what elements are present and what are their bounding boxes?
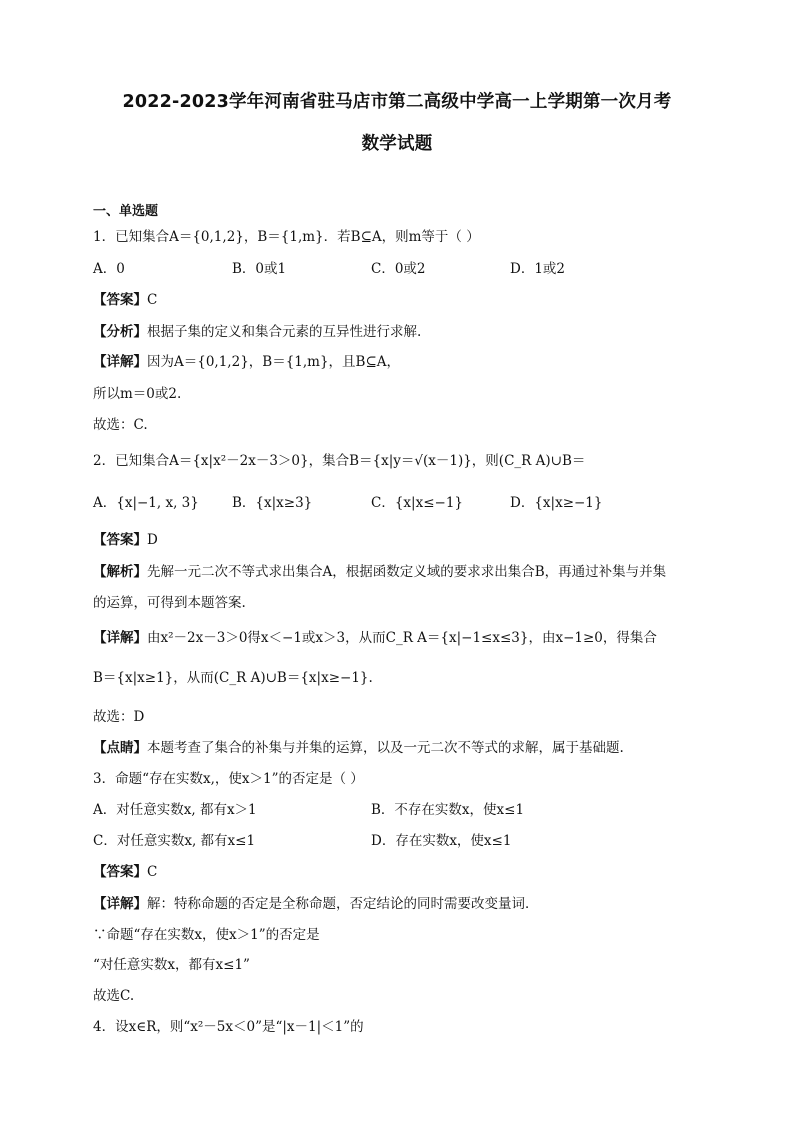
q3-option-a: A．对任意实数x, 都有x＞1 [93, 802, 257, 818]
q1-stem: 1．已知集合A＝{0,1,2}，B＝{1,m}．若B⊆A，则m等于（ ） [93, 229, 480, 245]
q2-option-b: B．{x|x≥3} [232, 495, 313, 511]
q1-answer [93, 290, 157, 310]
q2-detail [93, 628, 657, 648]
q2-option-d: D．{x|x≥−1} [510, 495, 603, 511]
analysis-tag: 【解析】 [93, 564, 147, 580]
q1-option-b: B．0或1 [232, 261, 287, 277]
analysis-tag: 【分析】 [93, 324, 147, 340]
comment-tag: 【点睛】 [93, 740, 147, 756]
q1-detail-2: 所以m＝0或2. [93, 386, 182, 402]
detail-tag: 【详解】 [93, 354, 147, 370]
page-subtitle: 数学试题 [361, 134, 433, 154]
answer-tag: 【答案】 [93, 532, 147, 548]
section-heading: 一、单选题 [93, 204, 159, 219]
q2-analysis [93, 562, 666, 582]
analysis-text: 根据子集的定义和集合元素的互异性进行求解. [147, 324, 422, 340]
q3-answer [93, 862, 157, 882]
answer-value: C [147, 864, 158, 880]
answer-tag: 【答案】 [93, 292, 147, 308]
q3-choose: 故选C. [93, 988, 135, 1004]
q2-option-c: C．{x|x≤−1} [371, 495, 463, 511]
q3-detail [93, 894, 539, 914]
answer-tag: 【答案】 [93, 864, 147, 880]
q2-analysis-2: 的运算，可得到本题答案. [93, 595, 246, 611]
answer-value: D [147, 532, 158, 548]
q1-detail [93, 352, 400, 372]
q1-option-a: A．0 [93, 261, 125, 277]
q2-stem: 2．已知集合A＝{x|x²－2x－3＞0}，集合B＝{x|y＝√(x－1)}，则(C_R A)∪B＝ [93, 453, 586, 469]
q2-option-a: A．{x|−1, x, 3} [93, 495, 199, 511]
detail-text: 因为A＝{0,1,2}，B＝{1,m}，且B⊆A， [147, 354, 401, 370]
q3-stem: 3．命题“存在实数x,，使x＞1”的否定是（ ） [93, 771, 364, 787]
q2-choose: 故选：D [93, 709, 145, 725]
detail-text: 由x²－2x－3＞0得x＜−1或x＞3，从而C_R A＝{x|−1≤x≤3}，由x−1≥0，得集合 [147, 630, 657, 646]
q1-option-c: C．0或2 [371, 261, 426, 277]
comment-text: 本题考查了集合的补集与并集的运算，以及一元二次不等式的求解，属于基础题. [147, 740, 624, 756]
q3-option-c: C．对任意实数x, 都有x≤1 [93, 833, 256, 849]
analysis-text: 先解一元二次不等式求出集合A，根据函数定义域的要求求出集合B，再通过补集与并集 [147, 564, 667, 580]
detail-text: 解：特称命题的否定是全称命题，否定结论的同时需要改变量词． [147, 896, 539, 912]
detail-tag: 【详解】 [93, 630, 147, 646]
q1-option-d: D．1或2 [510, 261, 566, 277]
q3-detail-3: “对任意实数x，都有x≤1” [93, 957, 250, 973]
q4-stem: 4．设x∈R，则“x²－5x＜0”是“|x－1|＜1”的 [93, 1019, 364, 1035]
q1-analysis [93, 322, 421, 342]
q2-detail-2: B＝{x|x≥1}，从而(C_R A)∪B＝{x|x≥−1}. [93, 670, 373, 686]
q3-option-b: B．不存在实数x，使x≤1 [371, 802, 525, 818]
q2-comment [93, 738, 624, 758]
q2-answer [93, 530, 158, 550]
detail-tag: 【详解】 [93, 896, 147, 912]
answer-value: C [147, 292, 158, 308]
q3-option-d: D．存在实数x，使x≤1 [371, 833, 512, 849]
q3-detail-2: ∵命题“存在实数x，使x＞1”的否定是 [93, 927, 320, 943]
q1-choose: 故选：C. [93, 417, 148, 433]
page-title: 2022-2023学年河南省驻马店市第二高级中学高一上学期第一次月考 [122, 92, 672, 112]
